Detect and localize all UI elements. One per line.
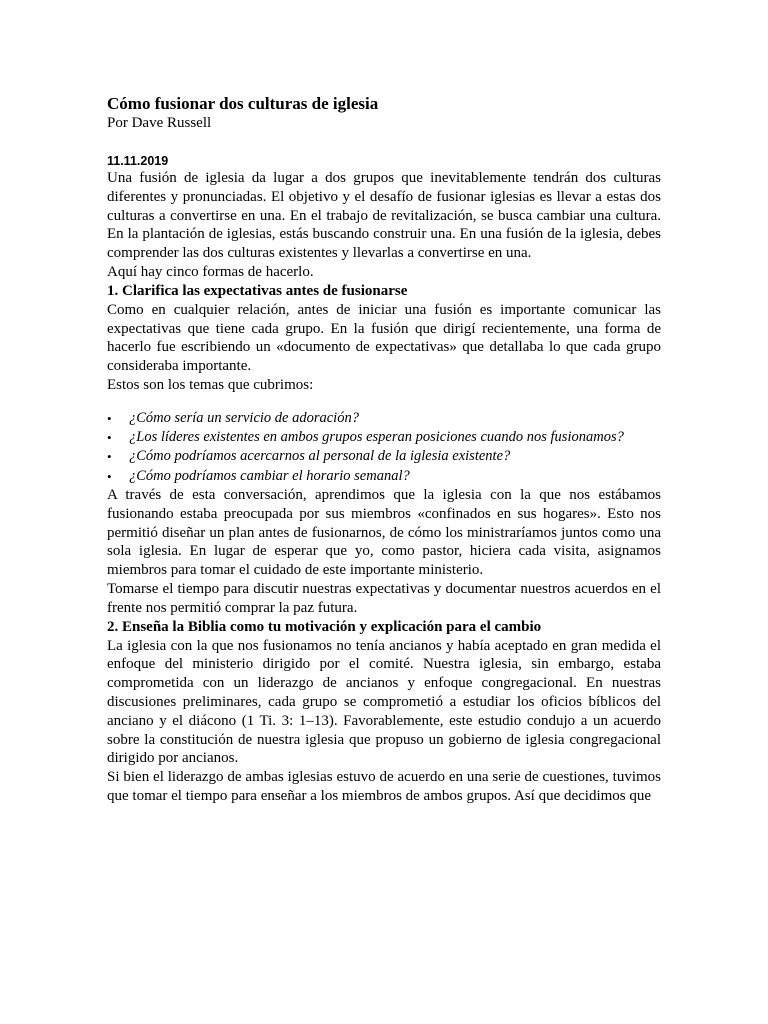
question-text: ¿Cómo sería un servicio de adoración? — [129, 409, 359, 426]
list-item — [107, 428, 661, 447]
bullet-icon: • — [107, 430, 112, 446]
list-item — [107, 467, 661, 486]
article-title: Cómo fusionar dos culturas de iglesia — [107, 94, 379, 113]
article-author: Por Dave Russell — [107, 115, 212, 131]
section-2-paragraph-2: Si bien el liderazgo de ambas iglesias estuvo de acuerdo en una serie de cuestiones, tuvimos que tomar el tiempo para enseñar a los miembros de ambos grupos. Así que decidimos que — [107, 769, 661, 804]
bullet-icon: • — [107, 468, 112, 484]
section-2-paragraph: La iglesia con la que nos fusionamos no tenía ancianos y había aceptado en gran medida el enfoque del ministerio dirigido por el comité. Nuestra iglesia, sin embargo, estaba comprometida con un liderazgo de ancianos y enfoque congregacional. En nuestras discusiones preliminares, cada grupo se comprometió a estudiar los oficios bíblicos del anciano y el diácono (1 Ti. 3: 1–13). Favorablemente, este estudio condujo a un acuerdo sobre la constitución de nuestra iglesia que propuso un gobierno de iglesia congregacional dirigido por ancianos. — [107, 637, 661, 767]
section-1-paragraph-2: A través de esta conversación, aprendimos que la iglesia con la que nos estábamos fusionando estaba preocupada por sus miembros «confinados en sus hogares». Esto nos permitió diseñar un plan antes de fusionarnos, de cómo los ministraríamos juntos como una sola iglesia. En lugar de esperar que yo, como pastor, hiciera cada visita, asignamos miembros para tomar el cuidado de este importante ministerio. — [107, 486, 661, 579]
section-1-paragraph-3: Tomarse el tiempo para discutir nuestras expectativas y documentar nuestros acuerdos en el frente nos permitió comprar la paz futura. — [107, 580, 661, 616]
list-item — [107, 409, 661, 428]
list-item — [107, 447, 661, 466]
article-date: 11.11.2019 — [107, 154, 169, 168]
section-1-paragraph: Como en cualquier relación, antes de iniciar una fusión es importante comunicar las expectativas que tiene cada grupo. En la fusión que dirigí recientemente, una forma de hacerlo fue escribiendo un «documento de expectativas» que detallaba lo que cada grupo consideraba importante. — [107, 301, 661, 375]
question-text: ¿Cómo podríamos acercarnos al personal de la iglesia existente? — [129, 448, 511, 465]
question-text: ¿Los líderes existentes en ambos grupos esperan posiciones cuando nos fusionamos? — [129, 429, 624, 446]
bullet-icon: • — [107, 410, 112, 426]
bullet-icon: • — [107, 449, 112, 465]
section-2-heading: 2. Enseña la Biblia como tu motivación y explicación para el cambio — [107, 618, 542, 635]
intro-paragraph: Una fusión de iglesia da lugar a dos grupos que inevitablemente tendrán dos culturas diferentes y pronunciadas. El objetivo y el desafío de fusionar iglesias es llevar a estas dos culturas a convertirse en una. En el trabajo de revitalización, se busca cambiar una cultura. En la plantación de iglesias, estás buscando construir una. En una fusión de la iglesia, debes comprender las dos culturas existentes y llevarlas a convertirse en una. — [107, 170, 661, 262]
lead-in-paragraph: Aquí hay cinco formas de hacerlo. — [107, 263, 314, 280]
question-text: ¿Cómo podríamos cambiar el horario semanal? — [129, 467, 410, 484]
questions-list — [107, 409, 661, 486]
document-page — [107, 94, 661, 806]
topics-intro: Estos son los temas que cubrimos: — [107, 376, 314, 393]
section-1-heading: 1. Clarifica las expectativas antes de fusionarse — [107, 282, 408, 299]
